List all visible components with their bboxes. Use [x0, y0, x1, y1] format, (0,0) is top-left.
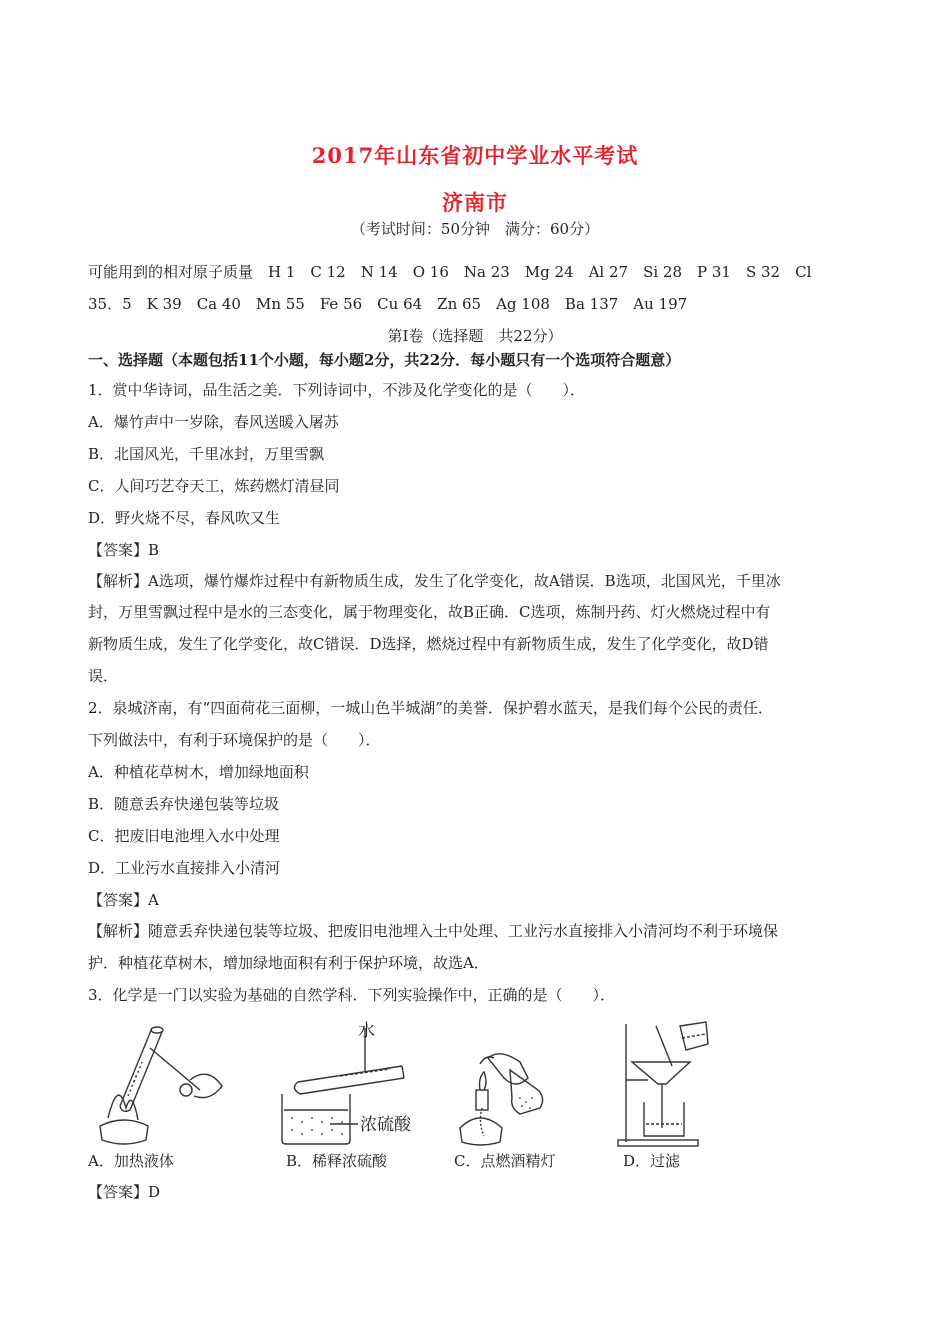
- q2-option-b: B．随意丢弃快递包装等垃圾: [88, 795, 280, 813]
- q2-stem-line: 2．泉城济南，有“四面荷花三面柳，一城山色半城湖”的美誉．保护碧水蓝天，是我们每个公民的责任．: [88, 699, 773, 717]
- volume-heading: 第Ⅰ卷（选择题 共22分）: [387, 327, 563, 345]
- q1-analysis-line: 封，万里雪飘过程中是水的三态变化，属于物理变化，故B正确．C选项，炼制丹药、灯火燃烧过程中有: [88, 603, 771, 621]
- page-title: 2017年山东省初中学业水平考试: [311, 143, 639, 168]
- q3-stem: 3．化学是一门以实验为基础的自然学科．下列实验操作中，正确的是（ ）．: [88, 986, 616, 1004]
- water-label: 水: [358, 1021, 375, 1041]
- q3-answer: 【答案】D: [88, 1183, 161, 1201]
- q1-answer: 【答案】B: [88, 541, 160, 559]
- q2-answer: 【答案】A: [88, 891, 159, 909]
- q3-caption-d: D．过滤: [623, 1152, 681, 1170]
- q2-analysis-line: 【解析】随意丢弃快递包装等垃圾、把废旧电池埋入土中处理、工业污水直接排入小清河均不利于环境保: [88, 922, 779, 940]
- alcohol-lamp-illustration: [450, 1018, 560, 1148]
- q1-option-d: D．野火烧不尽，春风吹又生: [88, 509, 281, 527]
- q2-stem-line: 下列做法中，有利于环境保护的是（ ）．: [88, 731, 381, 749]
- page-subtitle: 济南市: [442, 190, 508, 215]
- q1-option-b: B．北国风光，千里冰封，万里雪飘: [88, 445, 325, 463]
- heating-liquid-illustration: [90, 1018, 230, 1148]
- q3-caption-a: A．加热液体: [88, 1152, 174, 1170]
- q1-analysis-line: 新物质生成，发生了化学变化，故C错误．D选择，燃烧过程中有新物质生成，发生了化学变化，故D错: [88, 635, 769, 653]
- filtration-illustration: [608, 1018, 718, 1148]
- q1-analysis-line: 【解析】A选项，爆竹爆炸过程中有新物质生成，发生了化学变化，故A错误．B选项，北国风光，千里冰: [88, 572, 781, 590]
- diluting-acid-illustration: [270, 1018, 430, 1148]
- section-heading: 一、选择题（本题包括11个小题，每小题2分，共22分．每小题只有一个选项符合题意）: [88, 351, 681, 369]
- q3-caption-b: B．稀释浓硫酸: [286, 1152, 388, 1170]
- q1-option-a: A．爆竹声中一岁除，春风送暖入屠苏: [88, 413, 339, 431]
- acid-label: 浓硫酸: [360, 1115, 411, 1135]
- q1-analysis-line: 误．: [88, 667, 119, 685]
- q2-option-d: D．工业污水直接排入小清河: [88, 859, 281, 877]
- q2-analysis-line: 护．种植花草树木，增加绿地面积有利于保护环境，故选A．: [88, 954, 489, 972]
- q2-option-c: C．把废旧电池埋入水中处理: [88, 827, 280, 845]
- q1-option-c: C．人间巧艺夺天工，炼药燃灯清昼同: [88, 477, 340, 495]
- atomic-mass-line-1: 可能用到的相对原子质量 H 1 C 12 N 14 O 16 Na 23 Mg 24 Al 27 Si 28 P 31 S 32 Cl: [88, 263, 812, 281]
- q2-option-a: A．种植花草树木，增加绿地面积: [88, 763, 309, 781]
- atomic-mass-line-2: 35．5 K 39 Ca 40 Mn 55 Fe 56 Cu 64 Zn 65 Ag 108 Ba 137 Au 197: [88, 295, 688, 313]
- q3-caption-c: C．点燃酒精灯: [454, 1152, 556, 1170]
- exam-info: （考试时间：50分钟 满分：60分）: [350, 220, 600, 238]
- q1-stem: 1．赏中华诗词，品生活之美．下列诗词中，不涉及化学变化的是（ ）．: [88, 381, 586, 399]
